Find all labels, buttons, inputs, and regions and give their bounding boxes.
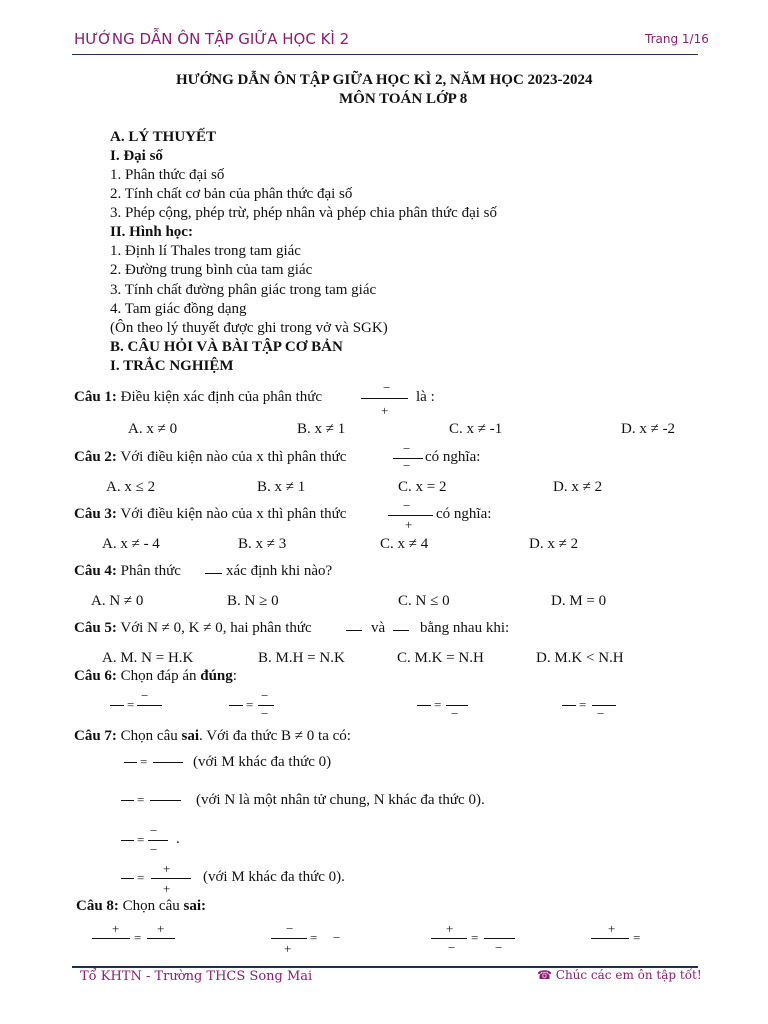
fraction-bar (137, 705, 162, 706)
fraction-numerator: − (383, 380, 391, 395)
fraction-bar (205, 573, 222, 574)
question-label: Câu 2: (74, 449, 117, 465)
answer-option[interactable]: B. M.H = N.K (258, 650, 345, 666)
footer-school: Tổ KHTN - Trường THCS Song Mai (80, 969, 313, 984)
condition-note: . (176, 831, 180, 847)
question-text: Với N ≠ 0, K ≠ 0, hai phân thức (120, 620, 312, 636)
question-label: Câu 3: (74, 506, 117, 522)
fraction-numerator: + (608, 921, 616, 936)
fraction-bar (417, 705, 431, 706)
answer-option[interactable]: D. x ≠ 2 (529, 536, 579, 552)
equals-sign: = (140, 754, 148, 769)
question-3 (74, 506, 346, 523)
fraction-numerator: − (141, 688, 149, 703)
question-text: Điều kiện xác định của phân thức (120, 389, 323, 405)
question-8 (76, 898, 206, 915)
question-4 (74, 563, 181, 580)
fraction-numerator: − (261, 688, 269, 703)
answer-option[interactable]: B. N ≥ 0 (227, 593, 279, 609)
question-text: Chọn đáp án (120, 668, 201, 684)
fraction-bar (148, 840, 168, 841)
question-text: Chọn câu (120, 728, 182, 744)
question-emphasis: đúng (200, 668, 233, 684)
fraction-bar (393, 630, 409, 631)
question-label: Câu 8: (76, 898, 119, 914)
question-text: Chọn câu (122, 898, 184, 914)
question-label: Câu 6: (74, 668, 117, 684)
fraction-bar (229, 705, 243, 706)
fraction-denominator: − (261, 706, 269, 721)
fraction-bar (110, 705, 124, 706)
geometry-item: 4. Tam giác đồng dạng (110, 301, 247, 317)
header-title: HƯỚNG DẪN ÔN TẬP GIỮA HỌC KÌ 2 (74, 30, 350, 48)
condition-note: (với M khác đa thức 0). (203, 869, 345, 885)
answer-option[interactable]: C. x ≠ 4 (380, 536, 429, 552)
fraction-bar (431, 938, 467, 939)
answer-option[interactable]: C. N ≤ 0 (398, 593, 450, 609)
fraction-numerator: − (403, 441, 411, 456)
fraction-denominator: + (405, 517, 413, 532)
answer-option[interactable]: D. M.K < N.H (536, 650, 624, 666)
answer-option[interactable]: B. x ≠ 1 (257, 479, 306, 495)
header-rule (72, 54, 698, 55)
geometry-item: 1. Định lí Thales trong tam giác (110, 243, 301, 259)
algebra-item: 3. Phép cộng, phép trừ, phép nhân và phép chia phân thức đại số (110, 205, 497, 221)
fraction-numerator: + (157, 921, 165, 936)
fraction-bar (124, 762, 137, 763)
answer-option[interactable]: D. M = 0 (551, 593, 607, 609)
equals-sign: = (127, 697, 135, 712)
question-emphasis: sai (181, 728, 200, 744)
question-emphasis: sai: (183, 898, 206, 914)
fraction-denominator: − (403, 458, 411, 473)
answer-option[interactable]: C. x ≠ -1 (449, 421, 503, 437)
equals-sign: = (137, 870, 145, 885)
answer-option[interactable]: A. x ≠ - 4 (102, 536, 160, 552)
answer-option[interactable]: C. M.K = N.H (397, 650, 484, 666)
geometry-item: 2. Đường trung bình của tam giác (110, 262, 313, 278)
question-tail: bằng nhau khi: (420, 620, 510, 636)
fraction-denominator: − (451, 706, 459, 721)
fraction-bar (151, 878, 191, 879)
fraction-bar (591, 938, 629, 939)
question-label: Câu 7: (74, 728, 117, 744)
geometry-item: 3. Tính chất đường phân giác trong tam giác (110, 282, 377, 298)
question-text: Phân thức (120, 563, 181, 579)
algebra-item: 1. Phân thức đại số (110, 167, 225, 183)
question-6 (74, 668, 237, 685)
question-tail: . Với đa thức B ≠ 0 ta có: (199, 728, 351, 744)
answer-option[interactable]: A. N ≠ 0 (91, 593, 144, 609)
question-label: Câu 4: (74, 563, 117, 579)
page-number: Trang 1/16 (645, 32, 709, 46)
question-2 (74, 449, 346, 466)
theory-note: (Ôn theo lý thuyết được ghi trong vở và SGK) (110, 320, 388, 336)
answer-option[interactable]: A. x ≤ 2 (106, 479, 156, 495)
fraction-bar (346, 630, 362, 631)
fraction-denominator: + (163, 881, 171, 896)
fraction-bar (592, 705, 616, 706)
answer-option[interactable]: A. x ≠ 0 (128, 421, 178, 437)
equals-sign: = (134, 930, 142, 945)
fraction-denominator: + (381, 403, 389, 418)
fraction-numerator: + (163, 861, 171, 876)
equals-sign: = (471, 930, 479, 945)
fraction-denominator: − (495, 940, 503, 955)
equals-sign: = (246, 697, 254, 712)
question-tail: : (232, 668, 237, 684)
algebra-item: 2. Tính chất cơ bản của phân thức đại số (110, 186, 353, 202)
fraction-denominator: − (597, 706, 605, 721)
multiple-choice-heading: I. TRẮC NGHIỆM (110, 358, 234, 374)
equals-sign: = (137, 792, 145, 807)
question-text: Với điều kiện nào của x thì phân thức (120, 506, 347, 522)
document-subtitle: MÔN TOÁN LỚP 8 (339, 91, 468, 107)
fraction-bar (153, 762, 183, 763)
minus-sign: − (333, 930, 341, 945)
geometry-heading: II. Hình học: (110, 224, 193, 240)
question-1 (74, 389, 322, 406)
question-text: Với điều kiện nào của x thì phân thức (120, 449, 347, 465)
question-tail: là : (416, 389, 435, 405)
answer-option[interactable]: C. x = 2 (398, 479, 447, 495)
fraction-numerator: − (150, 823, 158, 838)
fraction-bar (147, 938, 175, 939)
answer-option[interactable]: D. x ≠ 2 (553, 479, 603, 495)
equals-sign: = (633, 930, 641, 945)
fraction-bar (484, 938, 515, 939)
condition-note: (với M khác đa thức 0) (193, 754, 332, 770)
question-7 (74, 728, 351, 745)
fraction-bar (388, 515, 433, 516)
equals-sign: = (434, 697, 442, 712)
question-5 (74, 620, 312, 637)
fraction-bar (562, 705, 576, 706)
question-label: Câu 5: (74, 620, 117, 636)
answer-option[interactable]: A. M. N = H.K (102, 650, 194, 666)
question-tail: có nghĩa: (436, 506, 492, 522)
question-label: Câu 1: (74, 389, 117, 405)
question-tail: xác định khi nào? (226, 563, 333, 579)
fraction-numerator: + (112, 921, 120, 936)
fraction-bar (121, 840, 134, 841)
fraction-bar (92, 938, 130, 939)
fraction-denominator: + (284, 941, 292, 956)
document-title: HƯỚNG DẪN ÔN TẬP GIỮA HỌC KÌ 2, NĂM HỌC 2023-2024 (176, 72, 593, 88)
fraction-numerator: + (446, 921, 454, 936)
fraction-bar (150, 800, 181, 801)
section-exercises-heading: B. CÂU HỎI VÀ BÀI TẬP CƠ BẢN (110, 339, 343, 355)
question-tail: có nghĩa: (425, 449, 481, 465)
answer-option[interactable]: B. x ≠ 1 (297, 421, 346, 437)
fraction-denominator: − (150, 842, 158, 857)
answer-option[interactable]: D. x ≠ -2 (621, 421, 676, 437)
fraction-bar (121, 800, 134, 801)
fraction-numerator: − (403, 498, 411, 513)
fraction-denominator: − (448, 940, 456, 955)
footer-greeting: ☎ Chúc các em ôn tập tốt! (537, 968, 702, 982)
fraction-bar (121, 878, 134, 879)
algebra-heading: I. Đại số (110, 148, 163, 164)
question-connector: và (371, 620, 386, 636)
fraction-bar (361, 398, 408, 399)
condition-note: (với N là một nhân tử chung, N khác đa thức 0). (196, 792, 485, 808)
equals-sign: = (579, 697, 587, 712)
equals-sign: = (310, 930, 318, 945)
fraction-bar (271, 938, 307, 939)
section-theory-heading: A. LÝ THUYẾT (110, 129, 216, 145)
equals-sign: = (137, 832, 145, 847)
answer-option[interactable]: B. x ≠ 3 (238, 536, 287, 552)
fraction-numerator: − (286, 921, 294, 936)
